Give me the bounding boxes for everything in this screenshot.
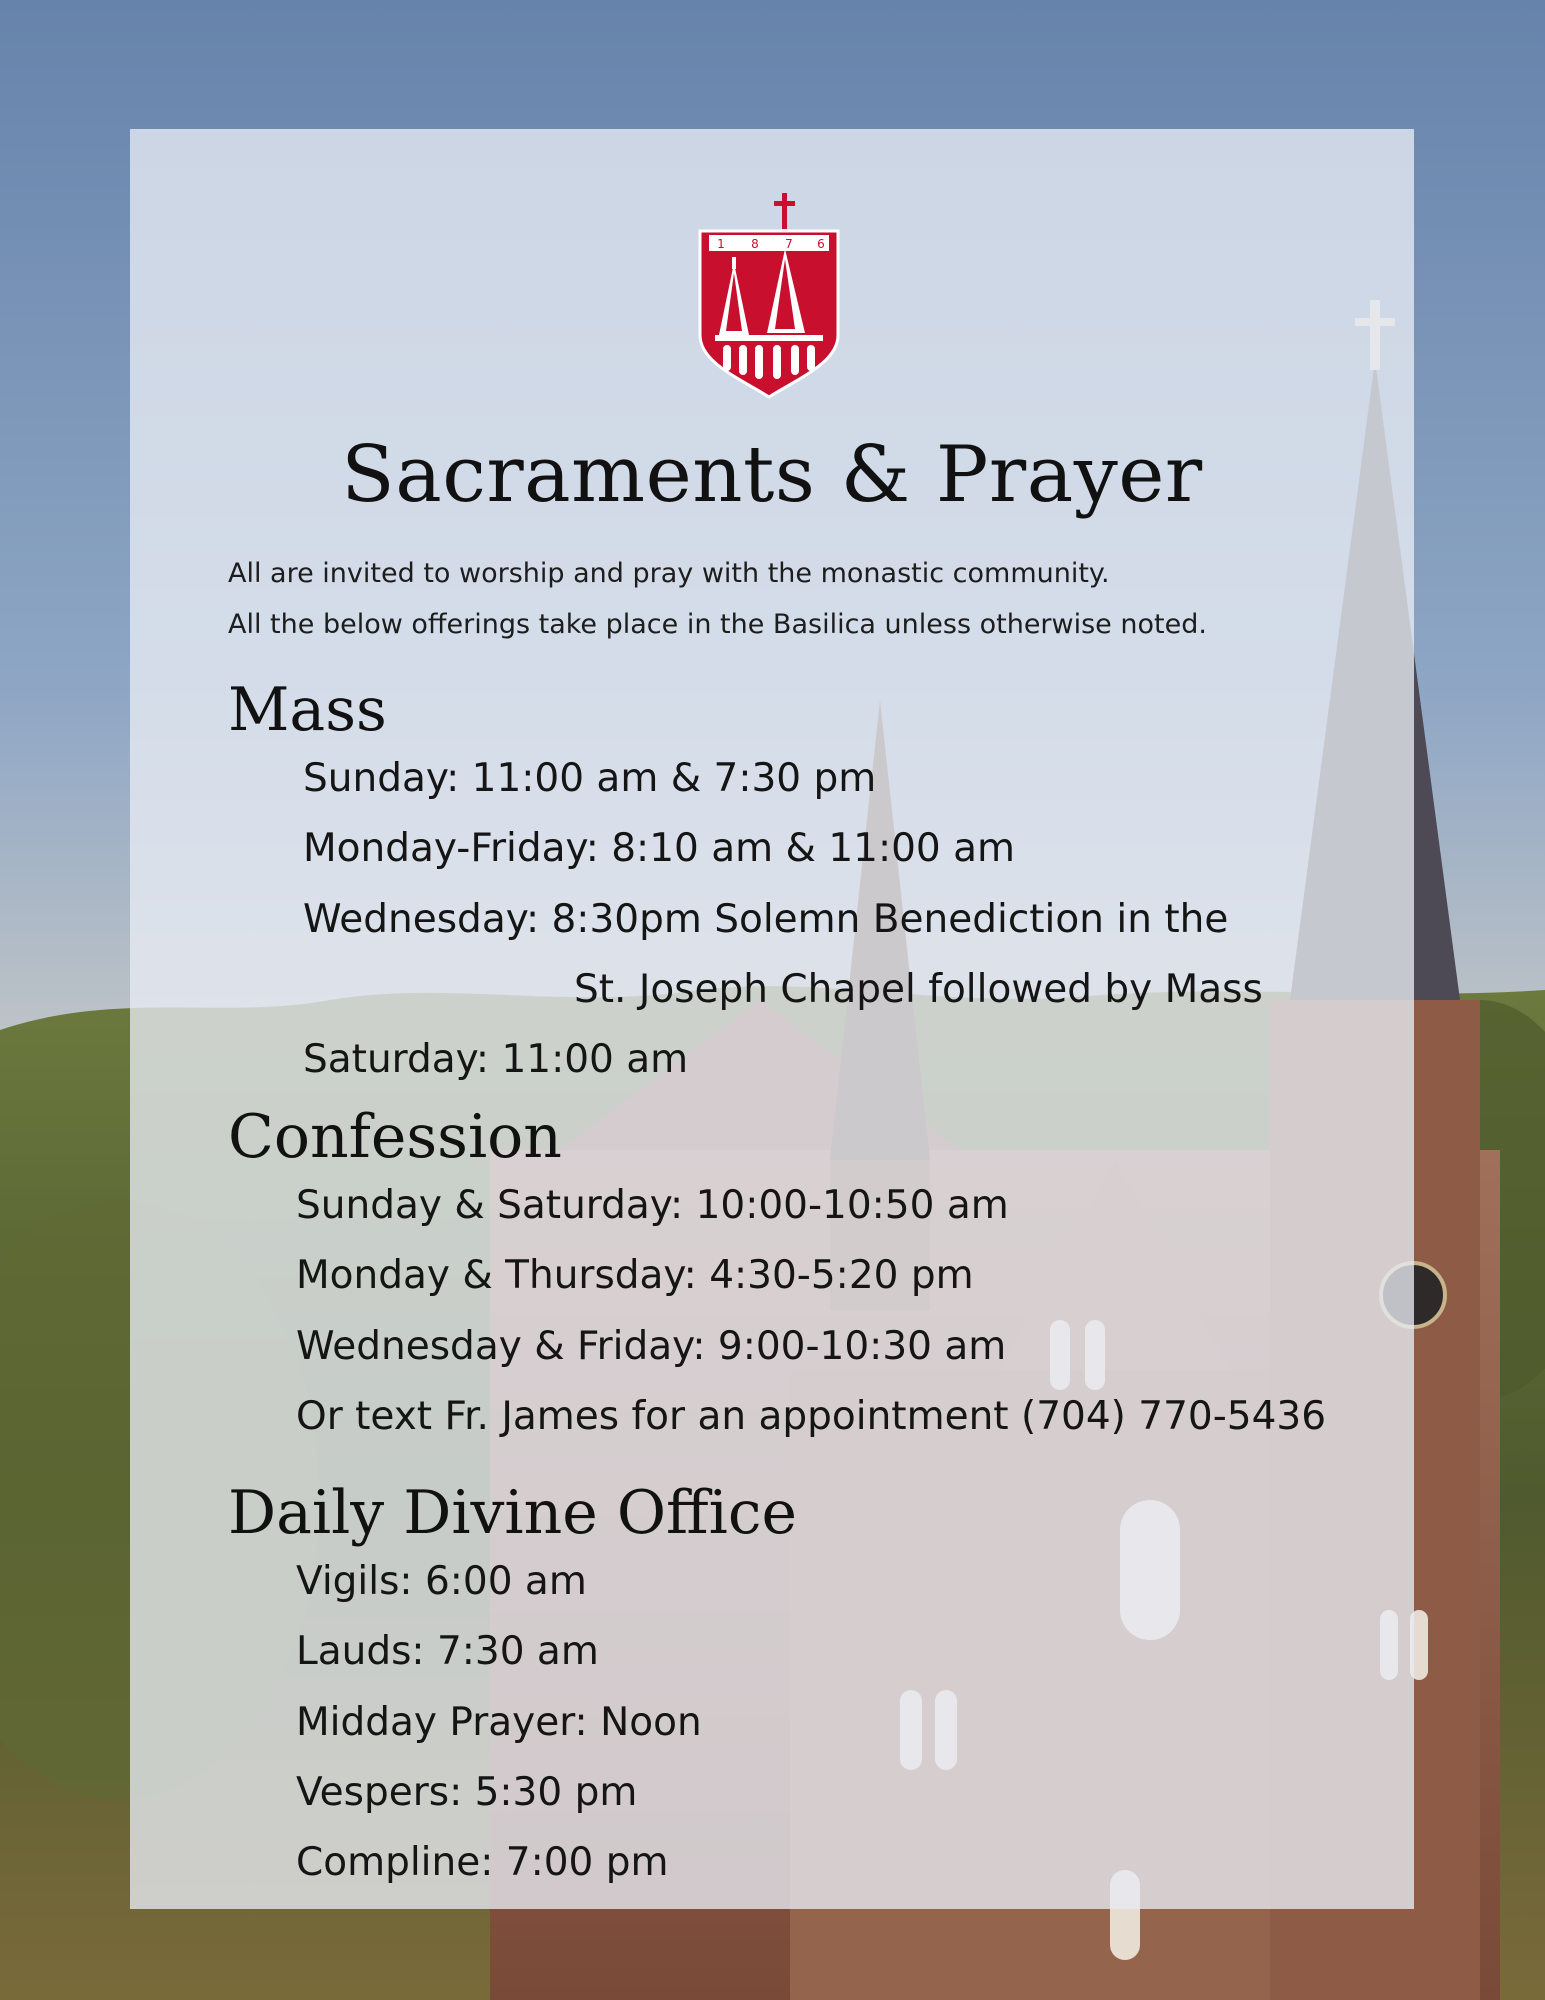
office-schedule-line: Vigils: 6:00 am [296, 1559, 587, 1604]
office-schedule-line: Vespers: 5:30 pm [296, 1770, 638, 1815]
mass-schedule-line: Wednesday: 8:30pm Solemn Benediction in the [303, 897, 1229, 942]
mass-schedule-line: Saturday: 11:00 am [303, 1037, 689, 1082]
intro-line: All are invited to worship and pray with the monastic community. [228, 558, 1110, 589]
mass-schedule-line: St. Joseph Chapel followed by Mass [574, 967, 1263, 1012]
basilica-shield-icon [697, 193, 841, 399]
page-title: Sacraments & Prayer [341, 430, 1203, 520]
divine-office-heading: Daily Divine Office [228, 1478, 797, 1548]
office-schedule-line: Lauds: 7:30 am [296, 1629, 599, 1674]
confession-schedule-line: Sunday & Saturday: 10:00-10:50 am [296, 1183, 1009, 1228]
intro-text [228, 548, 1388, 650]
mass-schedule-line: Sunday: 11:00 am & 7:30 pm [303, 756, 877, 801]
confession-appointment-line: Or text Fr. James for an appointment (704) 770-5436 [296, 1394, 1327, 1439]
logo-year-digit: 8 [751, 237, 759, 251]
confession-heading: Confession [228, 1102, 562, 1172]
logo-year-digit: 1 [717, 237, 725, 251]
office-schedule-line: Midday Prayer: Noon [296, 1700, 702, 1745]
office-schedule-line: Compline: 7:00 pm [296, 1840, 669, 1885]
intro-line: All the below offerings take place in the Basilica unless otherwise noted. [228, 609, 1207, 640]
mass-heading: Mass [228, 675, 387, 745]
mass-schedule-line: Monday-Friday: 8:10 am & 11:00 am [303, 826, 1015, 871]
confession-schedule-line: Monday & Thursday: 4:30-5:20 pm [296, 1253, 974, 1298]
confession-schedule-line: Wednesday & Friday: 9:00-10:30 am [296, 1324, 1007, 1369]
logo-year-digit: 6 [817, 237, 825, 251]
logo-year-digit: 7 [785, 237, 793, 251]
